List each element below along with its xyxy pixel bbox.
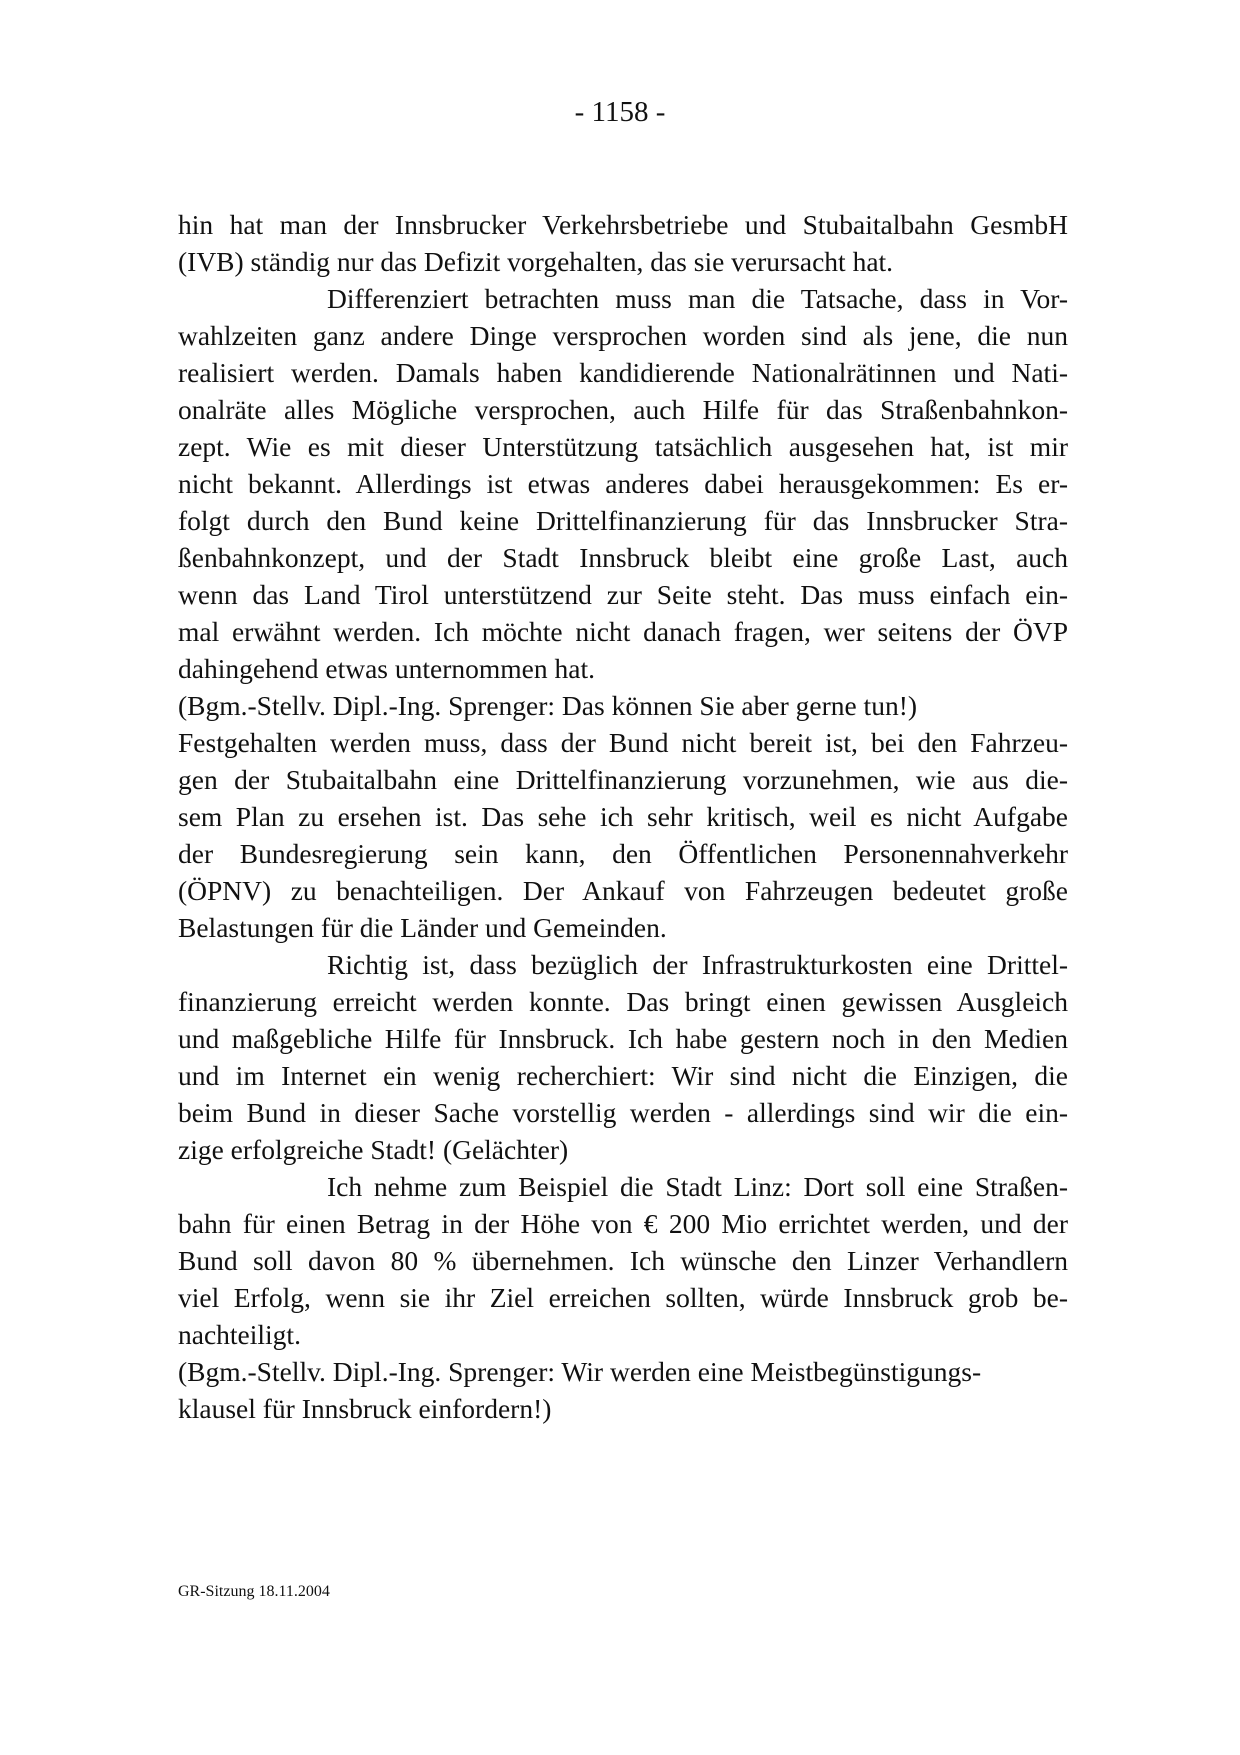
interjection-line: klausel für Innsbruck einfordern!) bbox=[178, 1393, 552, 1424]
text-line: sem Plan zu ersehen ist. Das sehe ich sehr kritisch, weil es nicht Aufgabe bbox=[178, 801, 1068, 832]
text-line: ßenbahnkonzept, und der Stadt Innsbruck bleibt eine große Last, auch bbox=[178, 542, 1068, 573]
text-line: mal erwähnt werden. Ich möchte nicht danach fragen, wer seitens der ÖVP bbox=[178, 616, 1068, 647]
text-line: Ich nehme zum Beispiel die Stadt Linz: Dort soll eine Straßen- bbox=[327, 1171, 1068, 1202]
text-line: und maßgebliche Hilfe für Innsbruck. Ich habe gestern noch in den Medien bbox=[178, 1023, 1068, 1054]
text-line: Richtig ist, dass bezüglich der Infrastrukturkosten eine Drittel- bbox=[327, 949, 1068, 980]
interjection-line: (Bgm.-Stellv. Dipl.-Ing. Sprenger: Wir werden eine Meistbegünstigungs- bbox=[178, 1356, 982, 1387]
text-line: dahingehend etwas unternommen hat. bbox=[178, 653, 595, 684]
text-line: (IVB) ständig nur das Defizit vorgehalten, das sie verursacht hat. bbox=[178, 246, 894, 277]
text-line: Bund soll davon 80 % übernehmen. Ich wünsche den Linzer Verhandlern bbox=[178, 1245, 1068, 1276]
text-line: wahlzeiten ganz andere Dinge versprochen worden sind als jene, die nun bbox=[178, 320, 1068, 351]
text-line: (ÖPNV) zu benachteiligen. Der Ankauf von Fahrzeugen bedeutet große bbox=[178, 875, 1068, 906]
text-line: und im Internet ein wenig recherchiert: Wir sind nicht die Einzigen, die bbox=[178, 1060, 1068, 1091]
text-line: der Bundesregierung sein kann, den Öffentlichen Personennahverkehr bbox=[178, 838, 1068, 869]
text-line: finanzierung erreicht werden konnte. Das bringt einen gewissen Ausgleich bbox=[178, 986, 1068, 1017]
protocol-body-text bbox=[178, 206, 1068, 1427]
text-line: wenn das Land Tirol unterstützend zur Seite steht. Das muss einfach ein- bbox=[178, 579, 1068, 610]
text-line: beim Bund in dieser Sache vorstellig werden - allerdings sind wir die ein- bbox=[178, 1097, 1068, 1128]
text-line: gen der Stubaitalbahn eine Drittelfinanzierung vorzunehmen, wie aus die- bbox=[178, 764, 1068, 795]
text-line: Festgehalten werden muss, dass der Bund nicht bereit ist, bei den Fahrzeu- bbox=[178, 727, 1068, 758]
text-line: Belastungen für die Länder und Gemeinden. bbox=[178, 912, 667, 943]
footer-session-date: GR-Sitzung 18.11.2004 bbox=[178, 1583, 330, 1600]
text-line: hin hat man der Innsbrucker Verkehrsbetriebe und Stubaitalbahn GesmbH bbox=[178, 209, 1068, 240]
text-line: bahn für einen Betrag in der Höhe von € 200 Mio errichtet werden, und der bbox=[178, 1208, 1068, 1239]
text-line: realisiert werden. Damals haben kandidierende Nationalrätinnen und Nati- bbox=[178, 357, 1068, 388]
page-number: - 1158 - bbox=[574, 96, 666, 128]
text-line: folgt durch den Bund keine Drittelfinanzierung für das Innsbrucker Stra- bbox=[178, 505, 1068, 536]
text-line: nicht bekannt. Allerdings ist etwas anderes dabei herausgekommen: Es er- bbox=[178, 468, 1068, 499]
text-line: onalräte alles Mögliche versprochen, auch Hilfe für das Straßenbahnkon- bbox=[178, 394, 1068, 425]
text-line: nachteiligt. bbox=[178, 1319, 301, 1350]
interjection-line: (Bgm.-Stellv. Dipl.-Ing. Sprenger: Das können Sie aber gerne tun!) bbox=[178, 690, 918, 721]
text-line: viel Erfolg, wenn sie ihr Ziel erreichen sollten, würde Innsbruck grob be- bbox=[178, 1282, 1068, 1313]
text-line: zept. Wie es mit dieser Unterstützung tatsächlich ausgesehen hat, ist mir bbox=[178, 431, 1068, 462]
text-line: zige erfolgreiche Stadt! (Gelächter) bbox=[178, 1134, 569, 1165]
text-line: Differenziert betrachten muss man die Tatsache, dass in Vor- bbox=[327, 283, 1068, 314]
